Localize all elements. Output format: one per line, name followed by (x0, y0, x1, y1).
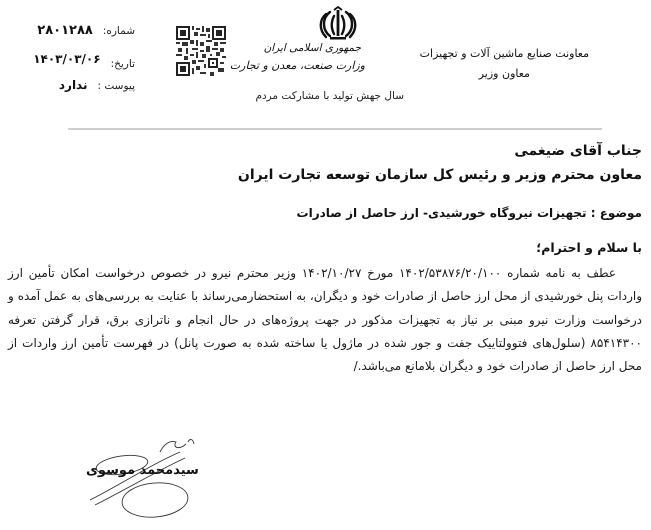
emblem-icon (318, 6, 358, 42)
letter-number-value: ۲۸۰۱۲۸۸ (37, 23, 93, 38)
signature-scribble-icon (60, 430, 210, 526)
letter-date-label: تاریخ: (110, 58, 135, 70)
letter-number-row (37, 23, 135, 38)
department-name: معاونت صنایع ماشین آلات و تجهیزات (419, 47, 589, 60)
letter-date-value: ۱۴۰۳/۰۳/۰۶ (33, 52, 101, 66)
department-title: معاون وزیر (478, 67, 530, 80)
letter-number-label: شماره: (102, 25, 135, 37)
letter-body (8, 262, 642, 378)
letter-date-row (33, 52, 135, 70)
signatory-name: سیدمحمد موسوی (86, 463, 199, 478)
attachment-label: پیوست : (97, 80, 135, 92)
attachment-value: ندارد (58, 78, 88, 92)
letter-subject: موضوع : تجهیزات نیروگاه خورشیدی- ارز حاصل از صادرات (296, 206, 642, 220)
attachment-row (59, 78, 135, 92)
letter-greeting: با سلام و احترام؛ (536, 240, 642, 255)
qr-code-icon (176, 26, 226, 76)
letter-body-paragraph: عطف به نامه شماره ۱۴۰۲/۵۳۸۷۶/۲۰/۱۰۰ مورخ ۱۴۰۲/۱۰/۲۷ وزیر محترم نیرو در خصوص درخواست امکان تأمین ارز واردات پنل خورشیدی از محل ارز حاصل از صادرات خود و دیگران، به استحضارمی‌رساند با عنایت به بررسی‌های به عمل آمده و درخواست وزارت نیرو مبنی بر نیاز به تجهیزات مذکور در جهت پروژه‌های در حال انجام و ناترازی برق، قرار گرفتن تعرفه ۸۵۴۱۴۳۰۰ (سلول‌های فتوولتاییک جفت و جور شده در ماژول یا ساخته شده به صورت پانل) در فهرست تأمین ارز واردات از محل ارز حاصل از صادرات خود و دیگران بلامانع می‌باشد./ (8, 266, 642, 374)
department-block (420, 44, 589, 84)
addressee-title: معاون محترم وزیر و رئیس کل سازمان توسعه تجارت ایران (237, 167, 642, 183)
addressee-name: جناب آقای ضیغمی (514, 143, 642, 159)
ministry-line-country: جمهوری اسلامی ایران (263, 42, 361, 54)
header-divider (68, 128, 602, 130)
ministry-line-name: وزارت صنعت، معدن و تجارت (229, 59, 365, 72)
year-slogan: سال جهش تولید با مشارکت مردم (255, 90, 404, 102)
